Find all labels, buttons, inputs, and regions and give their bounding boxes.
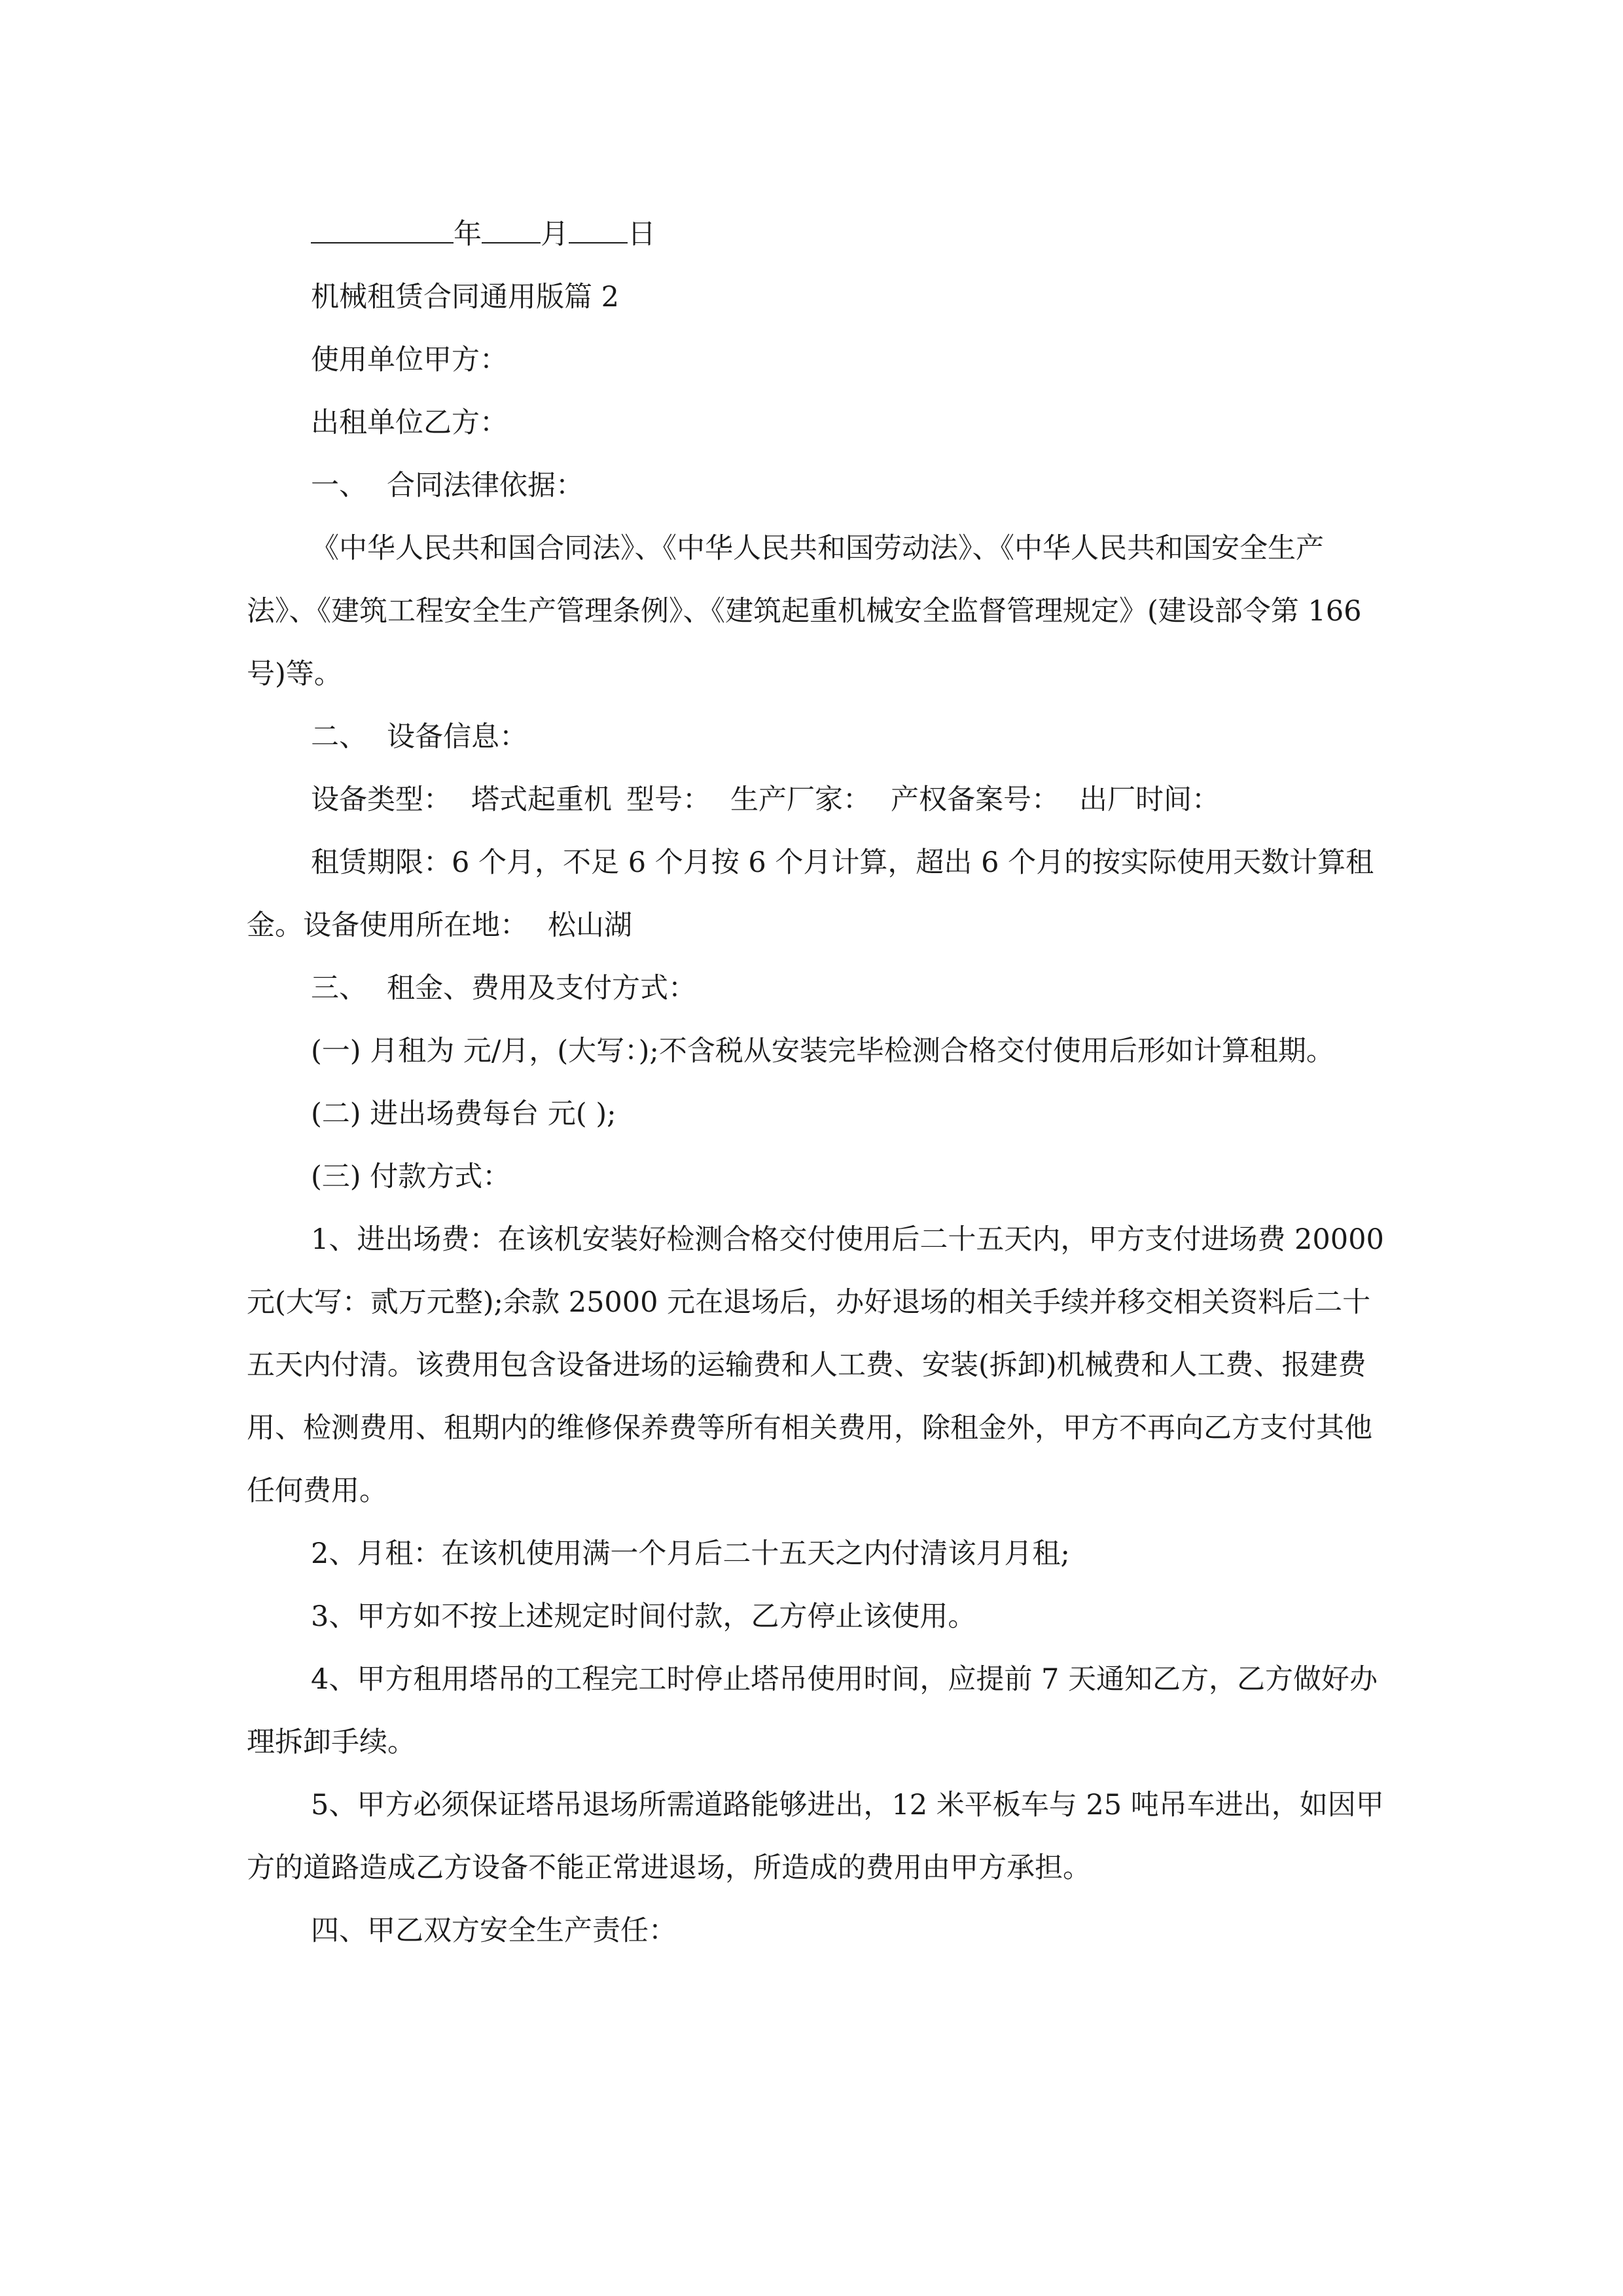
section-2-title: [247, 706, 1385, 768]
section-2-heading: 设备信息：: [387, 721, 527, 753]
section-3-title: [247, 957, 1385, 1020]
section-1-number: 一、: [311, 469, 367, 502]
party-a-label: 使用单位甲方：: [311, 344, 508, 376]
section-1-heading: 合同法律依据：: [387, 469, 584, 502]
section-3-number: 三、: [311, 972, 367, 1005]
model-label: 型号：: [626, 783, 711, 816]
usage-location: 松山湖: [548, 909, 632, 942]
month-blank: [482, 223, 541, 243]
year-blank: [311, 223, 454, 243]
record-number-label: 产权备案号：: [891, 783, 1060, 816]
factory-date-label: 出厂时间：: [1079, 783, 1220, 816]
section-3-heading: 租金、费用及支付方式：: [387, 972, 696, 1005]
section-1-title: [247, 454, 1385, 517]
year-label: 年: [454, 218, 482, 251]
section-4-title: 四、甲乙双方安全生产责任：: [311, 1914, 677, 1947]
lease-term-paragraph: [247, 831, 1385, 957]
day-label: 日: [628, 218, 656, 251]
section-2-number: 二、: [311, 721, 367, 753]
party-b-label: 出租单位乙方：: [311, 406, 508, 439]
payment-clause-1: 1、进出场费：在该机安装好检测合格交付使用后二十五天内，甲方支付进场费 20000 元(大写：贰万元整);余款 25000 元在退场后，办好退场的相关手续并移交相关资料后二十五天内付清。该费用包含设备进场的运输费和人工费、安装(拆卸)机械费和人工费、报建费用、检测费用、租期内的维修保养费等所有相关费用，除租金外，甲方不再向乙方支付其他任何费用。: [247, 1223, 1384, 1507]
equipment-type-value: 塔式起重机: [471, 783, 612, 816]
rent-item-3: (三) 付款方式：: [311, 1160, 511, 1193]
section-1-body: 《中华人民共和国合同法》、《中华人民共和国劳动法》、《中华人民共和国安全生产法》、《建筑工程安全生产管理条例》、《建筑起重机械安全监督管理规定》(建设部令第 166 号)等。: [247, 532, 1362, 691]
rent-item-1: (一) 月租为 元/月，(大写：);不含税从安装完毕检测合格交付使用后形如计算租期。: [311, 1035, 1334, 1067]
payment-clause-3: 3、甲方如不按上述规定时间付款，乙方停止该使用。: [311, 1600, 976, 1633]
payment-clause-4: 4、甲方租用塔吊的工程完工时停止塔吊使用时间，应提前 7 天通知乙方，乙方做好办理拆卸手续。: [247, 1663, 1378, 1759]
payment-clause-2: 2、月租：在该机使用满一个月后二十五天之内付清该月月租;: [311, 1537, 1070, 1570]
signature-date-line: [247, 203, 1385, 266]
equipment-type-label: 设备类型：: [311, 783, 452, 816]
month-label: 月: [541, 218, 569, 251]
lease-term-text: 租赁期限：6 个月，不足 6 个月按 6 个月计算，超出 6 个月的按实际使用天数计算租金。设备使用所在地：: [247, 846, 1374, 942]
document-heading: 机械租赁合同通用版篇 2: [311, 281, 620, 314]
day-blank: [569, 223, 628, 243]
equipment-info-line: [247, 768, 1385, 831]
manufacturer-label: 生产厂家：: [730, 783, 871, 816]
document-body: [247, 203, 1385, 1962]
rent-item-2: (二) 进出场费每台 元( );: [311, 1098, 616, 1130]
payment-clause-5: 5、甲方必须保证塔吊退场所需道路能够进出，12 米平板车与 25 吨吊车进出，如因甲方的道路造成乙方设备不能正常进退场，所造成的费用由甲方承担。: [247, 1789, 1384, 1884]
